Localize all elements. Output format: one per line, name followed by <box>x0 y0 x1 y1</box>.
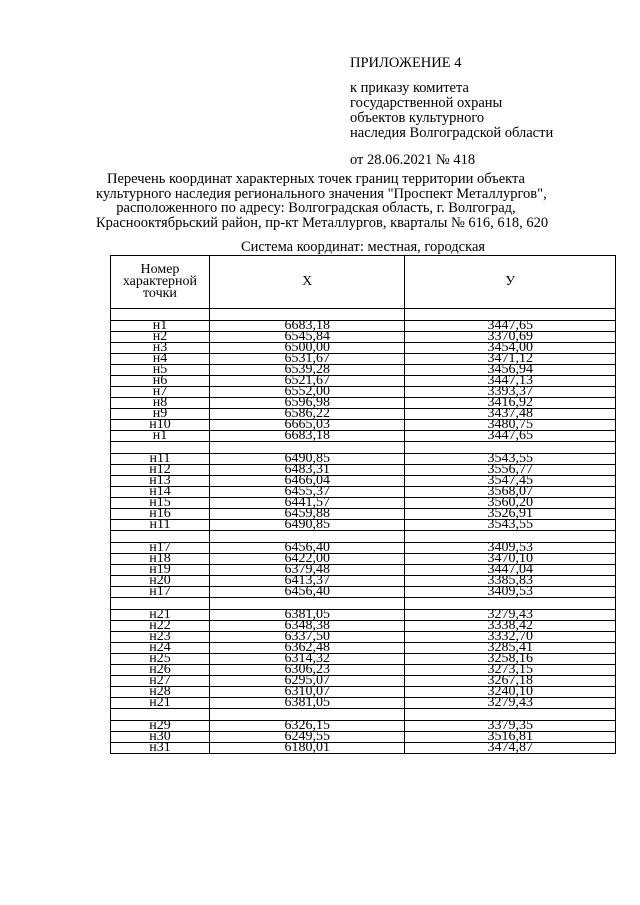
table-row <box>111 354 616 365</box>
x-cell: 6249,55 <box>209 732 405 743</box>
point-cell: н2 <box>111 332 210 343</box>
document-heading <box>96 171 549 231</box>
x-cell: 6348,38 <box>209 621 405 632</box>
x-cell: 6545,84 <box>209 332 405 343</box>
x-cell: 6466,04 <box>209 476 405 487</box>
table-row <box>111 498 616 509</box>
table-row <box>111 365 616 376</box>
point-cell: н22 <box>111 621 210 632</box>
point-cell: н19 <box>111 565 210 576</box>
y-cell: 3447,65 <box>405 321 616 332</box>
heading-line: культурного наследия регионального значения "Проспект Металлургов", <box>96 185 547 202</box>
y-cell: 3543,55 <box>405 520 616 531</box>
x-cell: 6539,28 <box>209 365 405 376</box>
y-cell: 3543,55 <box>405 454 616 465</box>
y-cell: 3385,83 <box>405 576 616 587</box>
y-cell: 3447,65 <box>405 431 616 442</box>
point-cell: н25 <box>111 654 210 665</box>
table-row <box>111 476 616 487</box>
coordinate-system-label: Система координат: местная, городская <box>240 239 486 255</box>
table-row <box>111 454 616 465</box>
header-y: У <box>405 256 616 309</box>
x-cell: 6381,05 <box>209 698 405 709</box>
point-cell: н30 <box>111 732 210 743</box>
table-row <box>111 343 616 354</box>
point-cell: н31 <box>111 743 210 754</box>
x-cell: 6596,98 <box>209 398 405 409</box>
point-cell: н15 <box>111 498 210 509</box>
point-cell: н5 <box>111 365 210 376</box>
table-row <box>111 632 616 643</box>
point-cell: н16 <box>111 509 210 520</box>
table-row <box>111 554 616 565</box>
table-body <box>111 309 616 754</box>
point-cell: н6 <box>111 376 210 387</box>
table-row <box>111 520 616 531</box>
y-cell: 3240,10 <box>405 687 616 698</box>
point-cell: н20 <box>111 576 210 587</box>
order-line: наследия Волгоградской области <box>350 125 554 141</box>
y-cell: 3437,48 <box>405 409 616 420</box>
table-row <box>111 543 616 554</box>
point-cell: н12 <box>111 465 210 476</box>
point-cell: н29 <box>111 721 210 732</box>
appendix-block <box>350 56 553 168</box>
table-row <box>111 676 616 687</box>
y-cell: 3409,53 <box>405 543 616 554</box>
point-cell: н1 <box>111 321 210 332</box>
x-cell: 6362,48 <box>209 643 405 654</box>
order-date: от 28.06.2021 № 418 <box>350 152 476 168</box>
y-cell: 3480,75 <box>405 420 616 431</box>
header-point-number <box>111 256 210 309</box>
table-row <box>111 743 616 754</box>
x-cell: 6337,50 <box>209 632 405 643</box>
x-cell: 6456,40 <box>209 543 405 554</box>
table-row <box>111 721 616 732</box>
separator-row <box>111 709 616 721</box>
point-cell: н23 <box>111 632 210 643</box>
table-row <box>111 732 616 743</box>
point-cell: н26 <box>111 665 210 676</box>
x-cell: 6295,07 <box>209 676 405 687</box>
point-cell: н21 <box>111 698 210 709</box>
point-cell: н3 <box>111 343 210 354</box>
point-cell: н27 <box>111 676 210 687</box>
x-cell: 6379,48 <box>209 565 405 576</box>
point-cell: н4 <box>111 354 210 365</box>
appendix-title: ПРИЛОЖЕНИЕ 4 <box>350 55 462 71</box>
table-row <box>111 621 616 632</box>
y-cell: 3456,94 <box>405 365 616 376</box>
x-cell: 6441,57 <box>209 498 405 509</box>
x-cell: 6531,67 <box>209 354 405 365</box>
header-line: характерной <box>122 274 198 289</box>
table-row <box>111 409 616 420</box>
y-cell: 3370,69 <box>405 332 616 343</box>
point-cell: н24 <box>111 643 210 654</box>
x-cell: 6490,85 <box>209 454 405 465</box>
point-cell: н28 <box>111 687 210 698</box>
y-cell: 3285,41 <box>405 643 616 654</box>
y-cell: 3516,81 <box>405 732 616 743</box>
y-cell: 3416,92 <box>405 398 616 409</box>
heading-line: Краснооктябрьский район, пр-кт Металлургов, кварталы № 616, 618, 620 <box>96 214 549 231</box>
y-cell: 3556,77 <box>405 465 616 476</box>
x-cell: 6422,00 <box>209 554 405 565</box>
x-cell: 6665,03 <box>209 420 405 431</box>
x-cell: 6180,01 <box>209 743 405 754</box>
x-cell: 6459,88 <box>209 509 405 520</box>
y-cell: 3258,16 <box>405 654 616 665</box>
x-cell: 6521,67 <box>209 376 405 387</box>
y-cell: 3332,70 <box>405 632 616 643</box>
x-cell: 6683,18 <box>209 321 405 332</box>
table-row <box>111 698 616 709</box>
y-cell: 3547,45 <box>405 476 616 487</box>
x-cell: 6456,40 <box>209 587 405 598</box>
y-cell: 3267,18 <box>405 676 616 687</box>
y-cell: 3409,53 <box>405 587 616 598</box>
coordinates-table <box>110 255 616 754</box>
y-cell: 3560,20 <box>405 498 616 509</box>
y-cell: 3338,42 <box>405 621 616 632</box>
table-row <box>111 487 616 498</box>
table-row <box>111 387 616 398</box>
x-cell: 6310,07 <box>209 687 405 698</box>
table-row <box>111 643 616 654</box>
point-cell: н7 <box>111 387 210 398</box>
table-row <box>111 687 616 698</box>
y-cell: 3474,87 <box>405 743 616 754</box>
table-row <box>111 465 616 476</box>
x-cell: 6381,05 <box>209 610 405 621</box>
x-cell: 6490,85 <box>209 520 405 531</box>
separator-row <box>111 598 616 610</box>
point-cell: н21 <box>111 610 210 621</box>
y-cell: 3279,43 <box>405 698 616 709</box>
point-cell: н17 <box>111 587 210 598</box>
x-cell: 6552,00 <box>209 387 405 398</box>
x-cell: 6306,23 <box>209 665 405 676</box>
y-cell: 3447,04 <box>405 565 616 576</box>
x-cell: 6314,32 <box>209 654 405 665</box>
y-cell: 3279,43 <box>405 610 616 621</box>
point-cell: н11 <box>111 520 210 531</box>
point-cell: н17 <box>111 543 210 554</box>
separator-row <box>111 442 616 454</box>
table-row <box>111 420 616 431</box>
table-row <box>111 576 616 587</box>
separator-row <box>111 309 616 321</box>
heading-line: Перечень координат характерных точек границ территории объекта <box>107 171 525 187</box>
y-cell: 3454,00 <box>405 343 616 354</box>
table-row <box>111 398 616 409</box>
y-cell: 3393,37 <box>405 387 616 398</box>
x-cell: 6586,22 <box>209 409 405 420</box>
table-row <box>111 665 616 676</box>
table-row <box>111 376 616 387</box>
point-cell: н10 <box>111 420 210 431</box>
header-x: X <box>209 256 405 309</box>
table-row <box>111 610 616 621</box>
point-cell: н11 <box>111 454 210 465</box>
table-row <box>111 509 616 520</box>
x-cell: 6683,18 <box>209 431 405 442</box>
point-cell: н13 <box>111 476 210 487</box>
table-row <box>111 565 616 576</box>
point-cell: н14 <box>111 487 210 498</box>
point-cell: н18 <box>111 554 210 565</box>
y-cell: 3273,15 <box>405 665 616 676</box>
table-row <box>111 332 616 343</box>
table-row <box>111 431 616 442</box>
y-cell: 3526,91 <box>405 509 616 520</box>
heading-line: расположенного по адресу: Волгоградская область, г. Волгоград, <box>116 200 516 216</box>
table-row <box>111 654 616 665</box>
point-cell: н1 <box>111 431 210 442</box>
x-cell: 6500,00 <box>209 343 405 354</box>
order-line: объектов культурного <box>350 110 485 126</box>
y-cell: 3470,10 <box>405 554 616 565</box>
y-cell: 3447,13 <box>405 376 616 387</box>
header-line: Номер <box>140 262 180 277</box>
order-line: государственной охраны <box>350 95 503 111</box>
header-line: точки <box>143 286 177 301</box>
table-header-row <box>111 256 616 309</box>
point-cell: н9 <box>111 409 210 420</box>
y-cell: 3568,07 <box>405 487 616 498</box>
x-cell: 6326,15 <box>209 721 405 732</box>
table-row <box>111 587 616 598</box>
y-cell: 3379,35 <box>405 721 616 732</box>
point-cell: н8 <box>111 398 210 409</box>
order-line: к приказу комитета <box>350 80 469 96</box>
x-cell: 6455,37 <box>209 487 405 498</box>
table-row <box>111 321 616 332</box>
separator-row <box>111 531 616 543</box>
x-cell: 6483,31 <box>209 465 405 476</box>
x-cell: 6413,37 <box>209 576 405 587</box>
y-cell: 3471,12 <box>405 354 616 365</box>
